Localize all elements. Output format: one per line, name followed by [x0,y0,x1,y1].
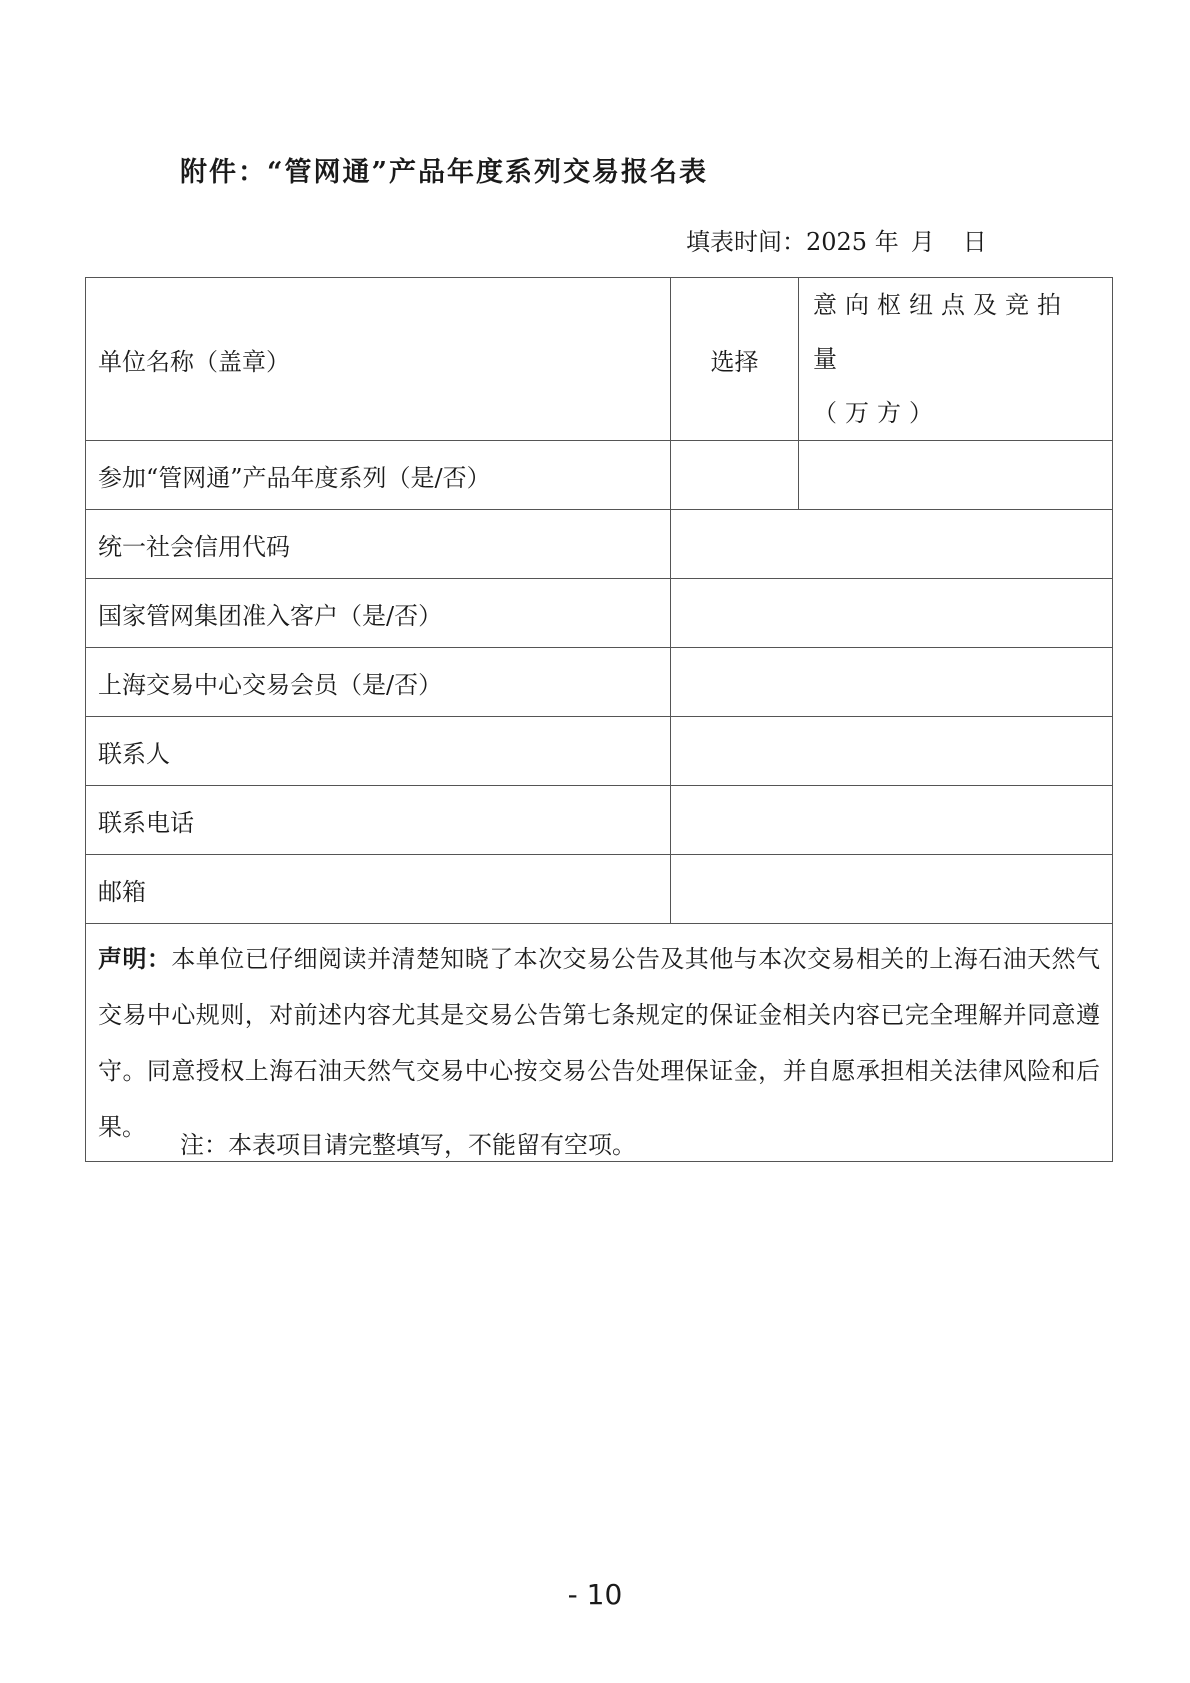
contact-phone-label: 联系电话 [86,786,671,855]
table-row [86,510,1113,579]
table-row [86,786,1113,855]
pipechina-customer-field[interactable] [671,579,1113,648]
email-field[interactable] [671,855,1113,924]
credit-code-label: 统一社会信用代码 [86,510,671,579]
contact-person-field[interactable] [671,717,1113,786]
intent-hub-volume-header [799,278,1113,441]
table-row [86,579,1113,648]
pipechina-customer-label: 国家管网集团准入客户（是/否） [86,579,671,648]
participate-select-cell[interactable] [671,441,799,510]
page-title: 附件：“管网通”产品年度系列交易报名表 [180,157,709,188]
declaration-label: 声明： [98,943,172,973]
table-row [86,648,1113,717]
intent-header-line2: （万方） [813,399,941,427]
fill-date-month: 月 [910,228,935,256]
participate-label: 参加“管网通”产品年度系列（是/否） [86,441,671,510]
intent-header-line1: 意向枢纽点及竞拍量 [813,291,1069,373]
unit-name-header: 单位名称（盖章） [86,278,671,441]
email-label: 邮箱 [86,855,671,924]
table-header-row [86,278,1113,441]
table-row [86,855,1113,924]
exchange-member-label: 上海交易中心交易会员（是/否） [86,648,671,717]
credit-code-field[interactable] [671,510,1113,579]
contact-person-label: 联系人 [86,717,671,786]
fill-date-label: 填表时间：2025 年 [686,228,899,256]
participate-intent-cell[interactable] [799,441,1113,510]
contact-phone-field[interactable] [671,786,1113,855]
form-note: 注：本表项目请完整填写，不能留有空项。 [180,1131,636,1159]
table-row [86,441,1113,510]
fill-date [686,222,987,257]
page-number: - 10 [567,1578,623,1611]
exchange-member-field[interactable] [671,648,1113,717]
select-header: 选择 [671,278,799,441]
declaration-text: 本单位已仔细阅读并清楚知晓了本次交易公告及其他与本次交易相关的上海石油天然气交易中心规则，对前述内容尤其是交易公告第七条规定的保证金相关内容已完全理解并同意遵守。同意授权上海石油天然气交易中心按交易公告处理保证金，并自愿承担相关法律风险和后果。 [98,944,1101,1141]
table-row [86,717,1113,786]
fill-date-day: 日 [962,228,987,256]
registration-form-table [85,277,1113,1162]
